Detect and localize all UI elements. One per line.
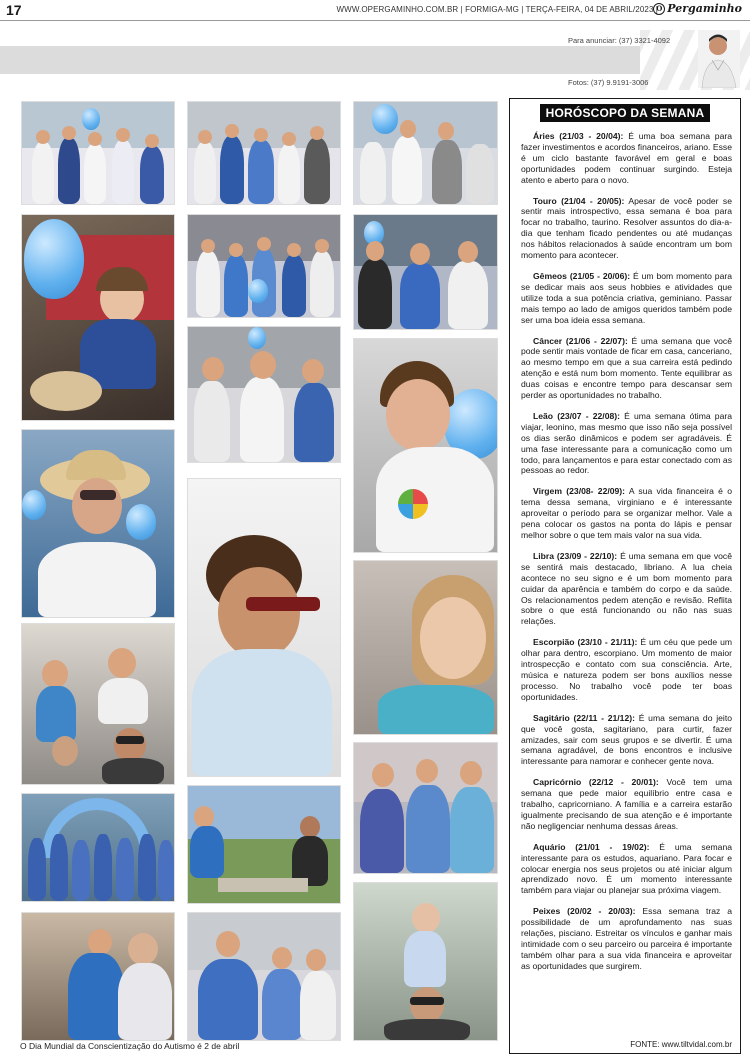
horoscope-title: HORÓSCOPO DA SEMANA [540, 104, 710, 122]
photo-group-walk-1 [21, 101, 175, 205]
photo-man-boy [21, 912, 175, 1041]
newspaper-logo [653, 2, 742, 15]
sign-capricorn: Capricórnio (22/12 - 20/01): Você tem uma semana que pede maior equilíbrio entre casa e trabalho, capricorniano. A família e a carreira estarão igualmente precisando de sua atenção e é importante não negligenciar nenhuma dessas áreas. [521, 777, 732, 831]
sign-scorpio: Escorpião (23/10 - 21/11): É um céu que pede um olhar para dentro, escorpiano. Um momento de maior introspecção e contato com sua consciência. Arte, música e natureza podem ser bons auxílios nesse processo. No trabalho você pode ter boas oportunidades. [521, 637, 733, 702]
photographer-portrait [698, 30, 740, 88]
ad-phone: Para anunciar: (37) 3321-4092 [568, 36, 671, 45]
sign-taurus: Touro (21/04 - 20/05): Apesar de você poder se sentir mais introspectivo, essa semana é boa para focar no trabalho, taurino. Resolver assuntos do dia-a-dia que tenham ficado pendentes ou até mudanças nos hábitos relacionados à saúde encontram um bom momento para acontecer. [521, 195, 732, 261]
photo-woman-hat [21, 429, 175, 618]
header-info: WWW.OPERGAMINHO.COM.BR | FORMIGA-MG | TERÇA-FEIRA, 04 DE ABRIL/2023 | [336, 5, 658, 14]
photo-group-walk-2 [187, 101, 341, 205]
logo-text: Pergaminho [667, 2, 742, 15]
sign-libra: Libra (23/09 - 22/10): É uma semana em que você se sentirá mais destacado, libriano. A lua cheia acontece no seu signo e é um bom momento para cuidar da aparência e também do corpo e da saúde. Os relacionamentos pedem atenção e revisão. Reflita sobre o que está funcionando ou não nas suas relações. [521, 550, 733, 627]
horoscope-source: FONTE: www.tiltvidal.com.br [630, 1040, 732, 1049]
photo-three-women [353, 742, 498, 874]
photo-crowd-street [187, 326, 341, 463]
photo-kids-sitting [187, 785, 341, 904]
sign-pisces: Peixes (20/02 - 20/03): Essa semana traz a possibilidade de um aprofundamento nas suas relações, pisciano. Estreitar os vínculos e ganhar mais intimidade com o seu parceiro ou parceira é importante também olhar para a sua vida financeira e aproveitar as oportunidades que surgirem. [521, 906, 733, 971]
photo-girl-on-shoulders [353, 882, 498, 1041]
photo-group-teens [353, 214, 498, 330]
photo-caption: O Dia Mundial da Conscientização do Autismo é 2 de abril [20, 1041, 240, 1051]
photo-man-women [187, 912, 341, 1041]
sign-leo: Leão (23/07 - 22/08): É uma semana ótima para viajar, leonino, mas mesmo que isso não seja possível os dias serão dinâmicos e podem ser agradáveis. É uma fase interessante para a comunicação como um todo, para lançamentos e para estar conectado com as pessoas ao redor. [521, 410, 732, 476]
ad-photos-phone: Fotos: (37) 9.9191-3006 [568, 78, 649, 87]
photo-girl-closeup [353, 560, 498, 735]
photo-group-kids [187, 214, 341, 318]
ad-banner [0, 30, 750, 90]
photo-group-walk-3 [353, 101, 498, 205]
horoscope-box [509, 98, 741, 1054]
sign-cancer: Câncer (21/06 - 22/07): É uma semana que você pode sentir mais vontade de ficar em casa, canceriano, ao mesmo tempo em que a sua carreira está pedindo atenção e está num bom momento. Tente equilibrar as duas coisas e encontre tempo para descansar sem perder as oportunidades no trabalho. [521, 335, 733, 401]
sign-aquarius: Aquário (21/01 - 19/02): É uma semana interessante para os estudos, aquariano. Para focar e colocar energia nos seus projetos ou até iniciar algum aprendizado novo. É um momento interessante também para viajar ou planejar sua próxima viagem. [521, 841, 732, 896]
ad-band [0, 46, 690, 74]
photo-boy-thumbs-up [353, 338, 498, 553]
sign-sagittarius: Sagitário (22/11 - 21/12): É uma semana do jeito que você gosta, sagitariano, para curtir, fazer amizades, sair com seus grupos e se divertir. É uma semana agradável, de bons encontros e inclusive interessante para namorar e conhecer gente nova. [521, 712, 732, 767]
photo-group-balloon-arch [21, 793, 175, 902]
sign-virgo: Virgem (23/08- 22/09): A sua vida financeira é o tema dessa semana, virginiano e é interessante aproveitar o período para se organizar melhor. Vale a pena colocar os gastos na ponta do lápis e pensar melhor sobre o que tem mais valor na sua vida. [521, 486, 732, 540]
sign-aries: Áries (21/03 - 20/04): É uma boa semana para fazer investimentos e acordos financeiros, ariano. Esse é um ciclo bastante favorável em geral e boas oportunidades podem continuar surgindo. Esteja atento e aberto para o novo. [521, 131, 732, 185]
photo-family [21, 623, 175, 785]
page-header [0, 0, 750, 21]
photo-boy-sunglasses [187, 478, 341, 777]
photo-girl-balloon [21, 214, 175, 421]
page-number: 17 [6, 2, 22, 18]
logo-mark: O [653, 3, 665, 15]
sign-gemini: Gêmeos (21/05 - 20/06): É um bom momento para se dedicar mais aos seus hobbies e atividades que utilize toda a sua potência criativa, geminiano. Passar mais tempo ao lado de amigos queridos também pode ser uma boa ideia essa semana. [521, 270, 732, 325]
horoscope-body [521, 131, 732, 982]
